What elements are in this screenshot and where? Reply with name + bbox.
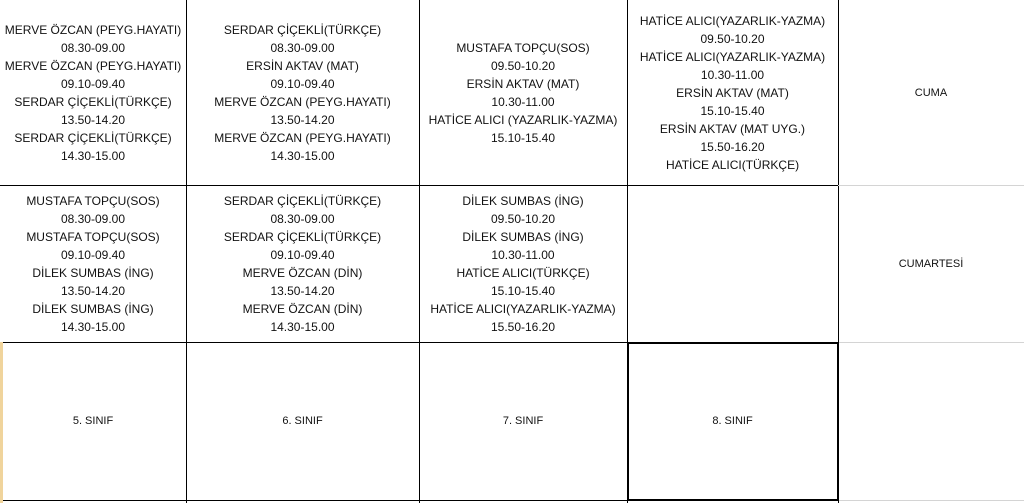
lesson-teacher: MERVE ÖZCAN (DİN) — [242, 265, 363, 280]
cell-lines — [640, 12, 825, 174]
lesson-teacher: HATİCE ALICI(TÜRKÇE) — [665, 157, 800, 172]
cell-saturday-6[interactable] — [186, 185, 419, 342]
lesson-time: 09.50-10.20 — [490, 58, 556, 73]
lesson-time: 15.10-15.40 — [490, 130, 556, 145]
lesson-teacher: DİLEK SUMBAS (İNG) — [462, 193, 584, 208]
cell-saturday-8[interactable] — [627, 185, 838, 342]
day-label-saturday[interactable] — [838, 185, 1024, 342]
cell-friday-7[interactable] — [419, 0, 627, 185]
lesson-time: 09.10-09.40 — [60, 247, 126, 262]
grid-line — [838, 500, 1024, 501]
lesson-teacher: DİLEK SUMBAS (İNG) — [32, 265, 154, 280]
class-header-text: 5. SINIF — [72, 415, 114, 427]
lesson-teacher: HATİCE ALICI(YAZARLIK-YAZMA) — [639, 49, 826, 64]
header-6-sinif[interactable] — [186, 342, 419, 500]
lesson-time: 14.30-15.00 — [270, 319, 335, 334]
lesson-time: 09.10-09.40 — [60, 76, 126, 91]
lesson-time: 08.30-09.00 — [60, 40, 126, 55]
lesson-teacher: MERVE ÖZCAN (PEYG.HAYATI) — [4, 58, 182, 73]
lesson-time: 13.50-14.20 — [270, 112, 335, 127]
lesson-teacher: HATİCE ALICI(YAZARLIK-YAZMA) — [639, 13, 826, 28]
row-highlight-edge — [0, 342, 3, 503]
lesson-time: 15.50-16.20 — [700, 139, 765, 154]
cell-lines — [430, 192, 615, 336]
class-header-text: 6. SINIF — [282, 415, 323, 427]
cell-saturday-5[interactable] — [0, 185, 186, 342]
cell-lines — [5, 21, 181, 165]
lesson-teacher: HATİCE ALICI(TÜRKÇE) — [456, 265, 590, 280]
grid-line — [186, 0, 187, 503]
lesson-teacher: MUSTAFA TOPÇU(SOS) — [456, 40, 590, 55]
lesson-time: 15.10-15.40 — [700, 103, 765, 118]
lesson-teacher: ERSİN AKTAV (MAT) — [676, 85, 789, 100]
cell-saturday-7[interactable] — [419, 185, 627, 342]
lesson-time: 15.10-15.40 — [490, 283, 556, 298]
lesson-teacher: SERDAR ÇİÇEKLİ(TÜRKÇE) — [223, 193, 382, 208]
cell-lines — [224, 192, 381, 336]
lesson-teacher: MUSTAFA TOPÇU(SOS) — [26, 229, 160, 244]
lesson-time: 08.30-09.00 — [60, 211, 126, 226]
grid-line — [0, 185, 838, 186]
lesson-time: 13.50-14.20 — [60, 283, 126, 298]
lesson-teacher: MERVE ÖZCAN (PEYG.HAYATI) — [214, 130, 391, 145]
lesson-time: 08.30-09.00 — [270, 40, 335, 55]
lesson-teacher: HATİCE ALICI(YAZARLIK-YAZMA) — [430, 301, 616, 316]
lesson-teacher: ERSİN AKTAV (MAT) — [246, 58, 359, 73]
cell-friday-5[interactable] — [0, 0, 186, 185]
day-text: CUMA — [914, 86, 948, 99]
lesson-time: 09.50-10.20 — [490, 211, 556, 226]
lesson-time: 10.30-11.00 — [491, 94, 555, 109]
day-label-friday[interactable] — [838, 0, 1024, 185]
lesson-teacher: HATİCE ALICI (YAZARLIK-YAZMA) — [428, 112, 618, 127]
lesson-time: 13.50-14.20 — [60, 112, 126, 127]
grid-line — [838, 342, 1024, 343]
cell-lines — [26, 192, 159, 336]
lesson-time: 09.10-09.40 — [270, 247, 335, 262]
cell-friday-6[interactable] — [186, 0, 419, 185]
selected-cell-border — [627, 342, 839, 501]
empty-cell[interactable] — [838, 342, 1024, 500]
lesson-time: 10.30-11.00 — [700, 67, 765, 82]
day-text: CUMARTESİ — [898, 257, 964, 270]
lesson-time: 14.30-15.00 — [270, 148, 335, 163]
lesson-teacher: SERDAR ÇİÇEKLİ(TÜRKÇE) — [223, 22, 382, 37]
header-7-sinif[interactable] — [419, 342, 627, 500]
lesson-time: 15.50-16.20 — [490, 319, 556, 334]
header-5-sinif[interactable] — [0, 342, 186, 500]
cell-friday-8[interactable] — [627, 0, 838, 185]
lesson-teacher: SERDAR ÇİÇEKLİ(TÜRKÇE) — [14, 94, 172, 109]
lesson-teacher: SERDAR ÇİÇEKLİ(TÜRKÇE) — [223, 229, 382, 244]
lesson-time: 10.30-11.00 — [491, 247, 555, 262]
lesson-teacher: MERVE ÖZCAN (PEYG.HAYATI) — [4, 22, 182, 37]
cell-lines — [214, 21, 390, 165]
lesson-time: 09.50-10.20 — [700, 31, 765, 46]
class-header-text: 7. SINIF — [502, 415, 544, 427]
grid-line — [419, 0, 420, 503]
lesson-teacher: DİLEK SUMBAS (İNG) — [462, 229, 584, 244]
lesson-time: 08.30-09.00 — [270, 211, 335, 226]
grid-line — [838, 185, 1024, 186]
lesson-teacher: ERSİN AKTAV (MAT UYG.) — [659, 121, 806, 136]
lesson-teacher: MERVE ÖZCAN (PEYG.HAYATI) — [214, 94, 391, 109]
lesson-time: 14.30-15.00 — [60, 148, 126, 163]
cell-lines — [429, 39, 618, 147]
lesson-teacher: DİLEK SUMBAS (İNG) — [32, 301, 154, 316]
lesson-time: 14.30-15.00 — [60, 319, 126, 334]
lesson-teacher: ERSİN AKTAV (MAT) — [466, 76, 580, 91]
lesson-teacher: SERDAR ÇİÇEKLİ(TÜRKÇE) — [14, 130, 172, 145]
lesson-time: 09.10-09.40 — [270, 76, 335, 91]
class-header-text: 8. SINIF — [712, 415, 753, 427]
lesson-teacher: MUSTAFA TOPÇU(SOS) — [26, 193, 160, 208]
lesson-time: 13.50-14.20 — [270, 283, 335, 298]
lesson-teacher: MERVE ÖZCAN (DİN) — [242, 301, 363, 316]
